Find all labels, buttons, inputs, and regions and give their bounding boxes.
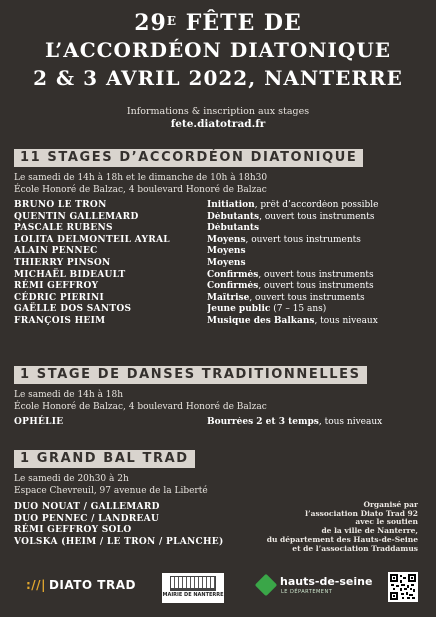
level-note: , ouvert tous instruments — [249, 292, 365, 303]
level-label: Moyens — [207, 234, 246, 245]
mairie-nanterre-logo — [162, 573, 224, 603]
bal-group: RÉMI GEFFROY SOLO — [14, 525, 132, 535]
title-line-3: 2 & 3 AVRIL 2022, NANTERRE — [33, 66, 403, 90]
bal-banner: 1 GRAND BAL TRAD — [14, 450, 195, 468]
organizer-line: Organisé par — [363, 500, 418, 509]
organizer-line: du département des Hauts-de-Seine — [266, 534, 418, 544]
diato-trad-mark-icon: ://| — [26, 578, 46, 592]
stage-level — [207, 316, 424, 328]
title-line-1 — [0, 10, 436, 36]
hds-sub: LE DÉPARTEMENT — [281, 589, 333, 595]
hds-name: hauts-de-seine — [280, 575, 373, 588]
bal-where: Espace Chevreuil, 97 avenue de la Liberté — [14, 486, 208, 496]
level-label: Confirmés — [207, 281, 259, 292]
stage-level — [207, 417, 424, 429]
level-note: , tous niveaux — [314, 315, 378, 326]
level-note: , tous niveaux — [318, 417, 383, 427]
stage-row — [14, 281, 424, 293]
stage-row — [14, 212, 424, 224]
edition-suffix: E — [166, 14, 178, 28]
diato-trad-logo — [26, 578, 136, 592]
danse-list — [14, 417, 424, 429]
level-label: Débutants — [207, 211, 260, 222]
level-label: Moyens — [207, 257, 246, 268]
mairie-name: MAIRIE DE NANTERRE — [162, 592, 224, 598]
stages-where: École Honoré de Balzac, 4 boulevard Honoré de Balzac — [14, 185, 267, 195]
diato-trad-name: DIATO TRAD — [48, 578, 136, 592]
stage-level — [207, 293, 424, 305]
stage-level — [207, 200, 424, 212]
stage-row — [14, 293, 424, 305]
bal-when: Le samedi de 20h30 à 2h — [14, 474, 129, 484]
level-label: Confirmés — [207, 269, 259, 280]
level-note: , ouvert tous instruments — [245, 234, 361, 245]
stages-when: Le samedi de 14h à 18h et le dimanche de 10h à 18h30 — [14, 173, 268, 183]
teacher-name: RÉMI GEFFROY — [14, 281, 99, 292]
stage-row — [14, 304, 424, 316]
stage-row — [14, 258, 424, 270]
stage-row — [14, 246, 424, 258]
bal-group: DUO PENNEC / LANDREAU — [14, 513, 160, 524]
stage-level — [207, 212, 424, 224]
teacher-name: MICHAËL BIDEAULT — [14, 269, 126, 280]
info-url[interactable]: fete.diatotrad.fr — [170, 118, 266, 130]
level-note: , ouvert tous instruments — [259, 211, 375, 222]
teacher-name: LOLITA DELMONTEIL AYRAL — [14, 234, 170, 245]
level-note: , prêt d’accordéon possible — [254, 200, 379, 210]
organizer-line: et de l’association Traddamus — [292, 543, 418, 553]
title-line-2: L’ACCORDÉON DIATONIQUE — [44, 38, 392, 62]
title-fete: FÊTE DE — [185, 10, 302, 36]
level-label: Bourrées 2 et 3 temps — [207, 417, 319, 427]
stage-level — [207, 270, 424, 282]
teacher-name: FRANÇOIS HEIM — [14, 315, 106, 326]
danse-when: Le samedi de 14h à 18h — [14, 390, 124, 400]
stage-row — [14, 270, 424, 282]
stage-level — [207, 258, 424, 270]
bal-groups — [14, 502, 244, 548]
teacher-name: PASCALE RUBENS — [14, 223, 113, 234]
partner-logos — [0, 570, 436, 610]
level-label: Maîtrise — [207, 292, 250, 303]
level-label: Initiation — [207, 200, 255, 210]
level-note: , ouvert tous instruments — [258, 281, 374, 292]
hauts-de-seine-icon — [255, 574, 278, 597]
stage-level — [207, 246, 424, 258]
danse-where: École Honoré de Balzac, 4 boulevard Honoré de Balzac — [14, 402, 267, 412]
organizer-credits — [228, 501, 418, 553]
stages-list — [14, 200, 424, 328]
level-label: Moyens — [207, 246, 246, 257]
stage-row — [14, 200, 424, 212]
organizer-line: de la ville de Nanterre, — [321, 526, 418, 536]
teacher-name: GAËLLE DOS SANTOS — [14, 304, 132, 315]
danse-banner: 1 STAGE DE DANSES TRADITIONNELLES — [14, 366, 367, 384]
organizer-line: avec le soutien — [355, 517, 418, 527]
level-label: Débutants — [207, 223, 260, 234]
level-note: , ouvert tous instruments — [258, 269, 374, 280]
stage-level — [207, 281, 424, 293]
stage-row — [14, 316, 424, 328]
teacher-name: QUENTIN GALLEMARD — [14, 211, 139, 222]
edition-number: 29 — [134, 10, 167, 36]
level-note: (7 – 15 ans) — [270, 304, 327, 315]
teacher-name: THIERRY PINSON — [14, 257, 111, 268]
qr-code-icon[interactable] — [388, 572, 418, 602]
bal-group: VOLSKA (HEIM / LE TRON / PLANCHE) — [14, 536, 224, 547]
teacher-name: CÉDRIC PIERINI — [14, 292, 104, 303]
level-label: Musique des Balkans — [207, 315, 315, 326]
organizer-line: l’association Diato Trad 92 — [305, 508, 418, 518]
teacher-name: ALAIN PENNEC — [14, 246, 98, 257]
stage-row — [14, 235, 424, 247]
stage-level — [207, 304, 424, 316]
info-text: Informations & inscription aux stages — [126, 106, 310, 117]
stage-level — [207, 235, 424, 247]
town-hall-icon — [170, 576, 216, 591]
teacher-name: BRUNO LE TRON — [14, 200, 107, 210]
stage-level — [207, 223, 424, 235]
stages-banner: 11 STAGES D’ACCORDÉON DIATONIQUE — [14, 149, 363, 167]
teacher-name: OPHÉLIE — [14, 417, 64, 427]
stage-row — [14, 417, 424, 429]
level-label: Jeune public — [207, 304, 271, 315]
bal-group: DUO NOUAT / GALLEMARD — [14, 502, 160, 512]
stage-row — [14, 223, 424, 235]
